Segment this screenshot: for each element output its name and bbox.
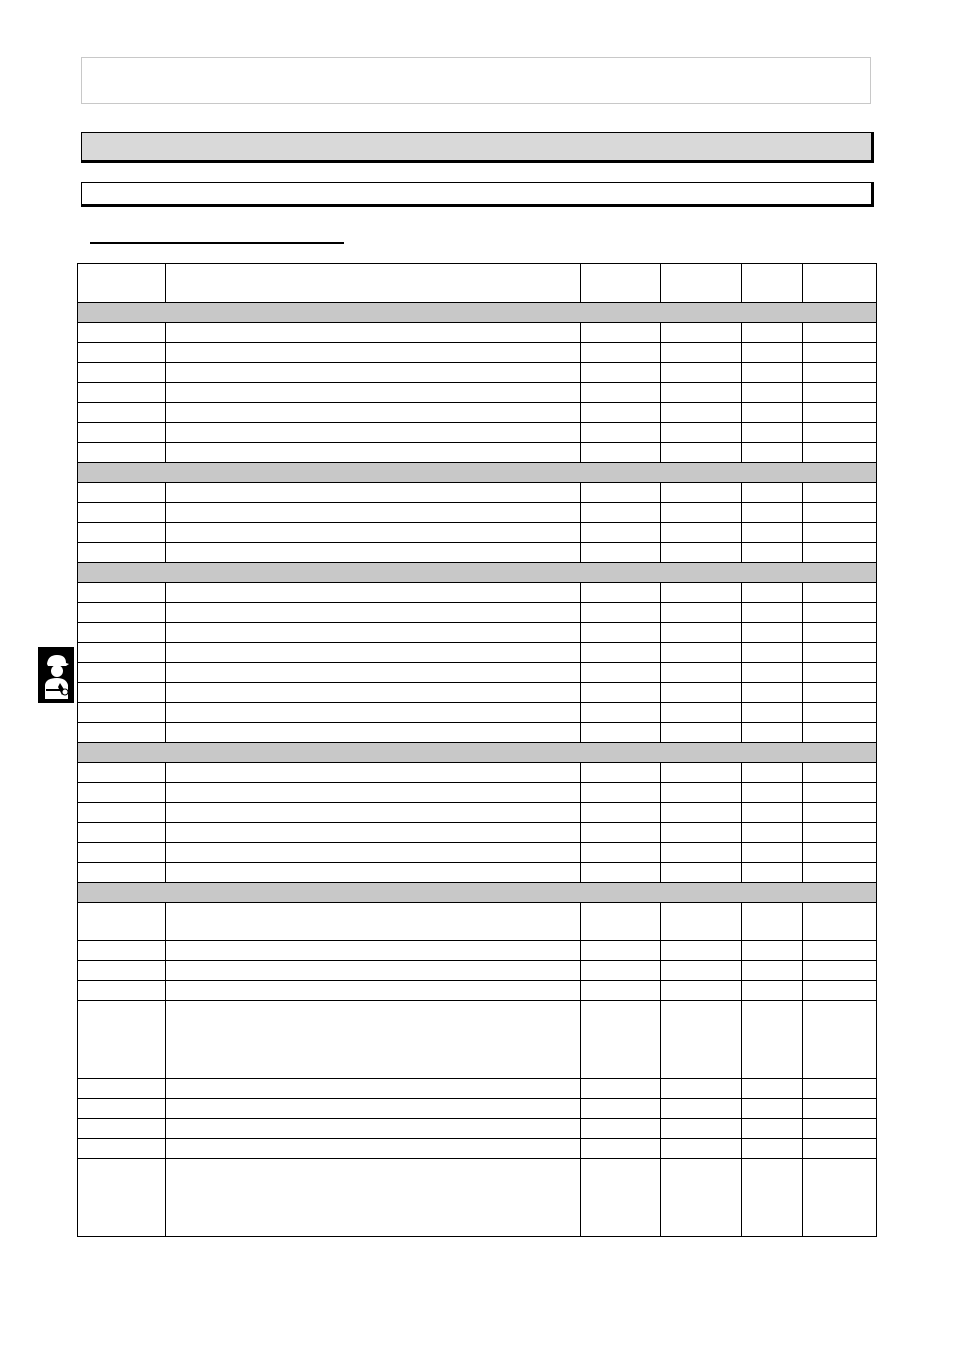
table-cell: [742, 323, 803, 343]
table-cell: [78, 603, 166, 623]
table-cell: [166, 623, 581, 643]
table-cell: [166, 981, 581, 1001]
table-row: [78, 623, 877, 643]
table-cell: [78, 863, 166, 883]
table-cell: [581, 443, 661, 463]
group-title: [78, 303, 877, 323]
table-cell: [78, 1079, 166, 1099]
table-row: [78, 1139, 877, 1159]
table-cell: [742, 961, 803, 981]
table-cell: [742, 863, 803, 883]
table-cell: [803, 903, 877, 941]
table-row: [78, 783, 877, 803]
table-cell: [581, 1001, 661, 1079]
table-cell: [661, 523, 742, 543]
table-cell: [78, 961, 166, 981]
table-cell: [581, 663, 661, 683]
table-cell: [742, 941, 803, 961]
table-row: [78, 503, 877, 523]
table-cell: [803, 323, 877, 343]
table-cell: [661, 1099, 742, 1119]
table-cell: [166, 403, 581, 423]
table-cell: [661, 1119, 742, 1139]
group-title: [78, 463, 877, 483]
table-cell: [78, 343, 166, 363]
table-cell: [166, 823, 581, 843]
table-cell: [166, 603, 581, 623]
group-header-row: [78, 743, 877, 763]
column-header: [803, 264, 877, 303]
table-cell: [742, 503, 803, 523]
table-cell: [661, 1159, 742, 1237]
table-cell: [581, 603, 661, 623]
table-row: [78, 1159, 877, 1237]
table-cell: [803, 1079, 877, 1099]
table-cell: [78, 783, 166, 803]
table-cell: [581, 961, 661, 981]
table-cell: [803, 363, 877, 383]
table-cell: [166, 543, 581, 563]
table-cell: [661, 723, 742, 743]
table-cell: [166, 1139, 581, 1159]
table-row: [78, 981, 877, 1001]
table-cell: [166, 583, 581, 603]
table-row: [78, 843, 877, 863]
table-cell: [78, 1001, 166, 1079]
table-cell: [78, 763, 166, 783]
table-cell: [581, 703, 661, 723]
column-header: [581, 264, 661, 303]
table-cell: [581, 863, 661, 883]
table-cell: [166, 443, 581, 463]
table-cell: [742, 1159, 803, 1237]
table-cell: [78, 643, 166, 663]
table-cell: [78, 1119, 166, 1139]
table-cell: [166, 1001, 581, 1079]
table-cell: [166, 383, 581, 403]
table-cell: [581, 1159, 661, 1237]
parameters-table: [77, 263, 877, 1237]
table-cell: [78, 323, 166, 343]
table-cell: [803, 683, 877, 703]
table-cell: [803, 823, 877, 843]
column-header: [742, 264, 803, 303]
table-cell: [803, 703, 877, 723]
table-cell: [78, 683, 166, 703]
table-cell: [742, 1139, 803, 1159]
table-cell: [166, 961, 581, 981]
page-header: [81, 57, 871, 104]
table-cell: [661, 503, 742, 523]
table-cell: [661, 663, 742, 683]
table-row: [78, 683, 877, 703]
table-cell: [803, 403, 877, 423]
table-cell: [803, 443, 877, 463]
table-cell: [166, 343, 581, 363]
table-cell: [661, 343, 742, 363]
table-cell: [742, 423, 803, 443]
table-cell: [581, 623, 661, 643]
table-cell: [78, 941, 166, 961]
table-cell: [581, 523, 661, 543]
table-cell: [581, 843, 661, 863]
table-cell: [581, 483, 661, 503]
table-cell: [803, 1119, 877, 1139]
table-cell: [78, 363, 166, 383]
table-cell: [581, 323, 661, 343]
table-cell: [78, 443, 166, 463]
table-cell: [803, 763, 877, 783]
table-row: [78, 763, 877, 783]
table-cell: [742, 643, 803, 663]
table-cell: [742, 583, 803, 603]
table-cell: [742, 663, 803, 683]
table-cell: [581, 363, 661, 383]
table-cell: [661, 1001, 742, 1079]
table-cell: [78, 1139, 166, 1159]
table-cell: [803, 603, 877, 623]
table-cell: [581, 1119, 661, 1139]
table-row: [78, 723, 877, 743]
table-cell: [803, 643, 877, 663]
table-cell: [803, 961, 877, 981]
table-cell: [581, 981, 661, 1001]
table-cell: [661, 763, 742, 783]
table-cell: [742, 823, 803, 843]
table-cell: [78, 1159, 166, 1237]
group-header-row: [78, 463, 877, 483]
table-cell: [581, 903, 661, 941]
table-cell: [78, 723, 166, 743]
table-cell: [166, 903, 581, 941]
table-cell: [78, 803, 166, 823]
table-cell: [78, 623, 166, 643]
table-cell: [78, 663, 166, 683]
table-row: [78, 803, 877, 823]
table-cell: [742, 623, 803, 643]
table-row: [78, 483, 877, 503]
subsection-title-bar: [81, 182, 874, 207]
table-cell: [803, 843, 877, 863]
table-cell: [661, 583, 742, 603]
table-cell: [166, 783, 581, 803]
table-cell: [581, 383, 661, 403]
table-cell: [661, 623, 742, 643]
table-row: [78, 663, 877, 683]
table-row: [78, 383, 877, 403]
table-cell: [803, 523, 877, 543]
table-cell: [581, 783, 661, 803]
table-cell: [166, 723, 581, 743]
table-cell: [661, 823, 742, 843]
table-row: [78, 543, 877, 563]
table-row: [78, 1001, 877, 1079]
table-row: [78, 1079, 877, 1099]
table-cell: [742, 843, 803, 863]
group-header-row: [78, 883, 877, 903]
table-cell: [661, 643, 742, 663]
table-cell: [661, 683, 742, 703]
table-cell: [661, 1079, 742, 1099]
technician-icon: [38, 647, 74, 703]
table-cell: [166, 1119, 581, 1139]
table-cell: [661, 843, 742, 863]
table-row: [78, 423, 877, 443]
table-cell: [581, 543, 661, 563]
table-cell: [803, 343, 877, 363]
table-row: [78, 343, 877, 363]
table-cell: [803, 623, 877, 643]
table-cell: [661, 863, 742, 883]
table-cell: [581, 1139, 661, 1159]
table-cell: [742, 363, 803, 383]
table-cell: [803, 723, 877, 743]
table-cell: [803, 1099, 877, 1119]
group-header-row: [78, 563, 877, 583]
table-cell: [803, 583, 877, 603]
table-cell: [166, 1159, 581, 1237]
table-cell: [803, 383, 877, 403]
table-cell: [581, 403, 661, 423]
table-row: [78, 443, 877, 463]
table-cell: [581, 823, 661, 843]
table-cell: [742, 981, 803, 1001]
table-cell: [581, 503, 661, 523]
table-cell: [166, 663, 581, 683]
table-cell: [661, 1139, 742, 1159]
table-cell: [78, 383, 166, 403]
table-cell: [803, 543, 877, 563]
table-cell: [78, 823, 166, 843]
table-cell: [803, 663, 877, 683]
table-cell: [661, 543, 742, 563]
table-cell: [166, 941, 581, 961]
table-cell: [742, 383, 803, 403]
table-cell: [803, 863, 877, 883]
table-row: [78, 523, 877, 543]
table-cell: [803, 423, 877, 443]
table-row: [78, 823, 877, 843]
table-cell: [742, 903, 803, 941]
table-cell: [166, 843, 581, 863]
table-cell: [742, 1099, 803, 1119]
table-cell: [581, 763, 661, 783]
table-row: [78, 603, 877, 623]
table-cell: [803, 483, 877, 503]
table-cell: [661, 961, 742, 981]
column-header: [78, 264, 166, 303]
table-cell: [661, 443, 742, 463]
table-heading: [90, 226, 344, 244]
table-cell: [166, 423, 581, 443]
table-row: [78, 961, 877, 981]
table-cell: [742, 703, 803, 723]
table-cell: [581, 343, 661, 363]
table-row: [78, 583, 877, 603]
table-cell: [581, 643, 661, 663]
table-cell: [742, 523, 803, 543]
table-cell: [78, 423, 166, 443]
table-cell: [742, 723, 803, 743]
group-title: [78, 743, 877, 763]
table-cell: [78, 503, 166, 523]
table-cell: [581, 1079, 661, 1099]
table-cell: [661, 803, 742, 823]
table-cell: [166, 1079, 581, 1099]
table-row: [78, 363, 877, 383]
table-cell: [166, 643, 581, 663]
table-cell: [166, 503, 581, 523]
table-row: [78, 643, 877, 663]
table-cell: [166, 683, 581, 703]
table-cell: [803, 783, 877, 803]
table-cell: [661, 981, 742, 1001]
table-header-row: [78, 264, 877, 303]
table-cell: [742, 803, 803, 823]
table-cell: [661, 383, 742, 403]
table-cell: [581, 423, 661, 443]
table-cell: [581, 941, 661, 961]
table-cell: [166, 803, 581, 823]
table-cell: [166, 703, 581, 723]
table-cell: [661, 323, 742, 343]
table-cell: [78, 543, 166, 563]
group-title: [78, 563, 877, 583]
table-cell: [78, 981, 166, 1001]
table-cell: [742, 763, 803, 783]
table-cell: [742, 343, 803, 363]
table-cell: [166, 323, 581, 343]
table-cell: [803, 503, 877, 523]
table-cell: [78, 843, 166, 863]
table-cell: [661, 403, 742, 423]
table-cell: [742, 543, 803, 563]
table-cell: [78, 483, 166, 503]
table-cell: [742, 603, 803, 623]
table-cell: [166, 483, 581, 503]
table-row: [78, 703, 877, 723]
table-cell: [661, 783, 742, 803]
table-cell: [661, 483, 742, 503]
table-cell: [803, 803, 877, 823]
table-cell: [803, 981, 877, 1001]
table-cell: [803, 941, 877, 961]
table-cell: [742, 443, 803, 463]
column-header: [166, 264, 581, 303]
table-cell: [742, 403, 803, 423]
table-cell: [661, 703, 742, 723]
table-cell: [166, 1099, 581, 1119]
table-cell: [661, 603, 742, 623]
table-row: [78, 863, 877, 883]
table-cell: [78, 583, 166, 603]
table-cell: [78, 703, 166, 723]
table-cell: [742, 683, 803, 703]
table-cell: [742, 1079, 803, 1099]
table-cell: [742, 1001, 803, 1079]
table-cell: [661, 423, 742, 443]
table-cell: [581, 723, 661, 743]
table-cell: [78, 903, 166, 941]
table-row: [78, 323, 877, 343]
table-cell: [166, 863, 581, 883]
table-row: [78, 1099, 877, 1119]
group-header-row: [78, 303, 877, 323]
column-header: [661, 264, 742, 303]
table-cell: [661, 363, 742, 383]
table-cell: [581, 583, 661, 603]
table-row: [78, 1119, 877, 1139]
table-cell: [742, 1119, 803, 1139]
technician-section-tab: [38, 647, 74, 703]
table-cell: [803, 1139, 877, 1159]
table-cell: [742, 783, 803, 803]
table-row: [78, 941, 877, 961]
table-cell: [78, 1099, 166, 1119]
table-cell: [581, 1099, 661, 1119]
table-cell: [581, 683, 661, 703]
table-cell: [166, 763, 581, 783]
table-cell: [78, 523, 166, 543]
section-title-bar: [81, 132, 874, 163]
table-cell: [78, 403, 166, 423]
table-cell: [661, 941, 742, 961]
table-cell: [742, 483, 803, 503]
table-cell: [166, 363, 581, 383]
table-cell: [581, 803, 661, 823]
table-row: [78, 403, 877, 423]
table-cell: [803, 1159, 877, 1237]
table-row: [78, 903, 877, 941]
table-cell: [166, 523, 581, 543]
table-cell: [661, 903, 742, 941]
table-cell: [803, 1001, 877, 1079]
group-title: [78, 883, 877, 903]
